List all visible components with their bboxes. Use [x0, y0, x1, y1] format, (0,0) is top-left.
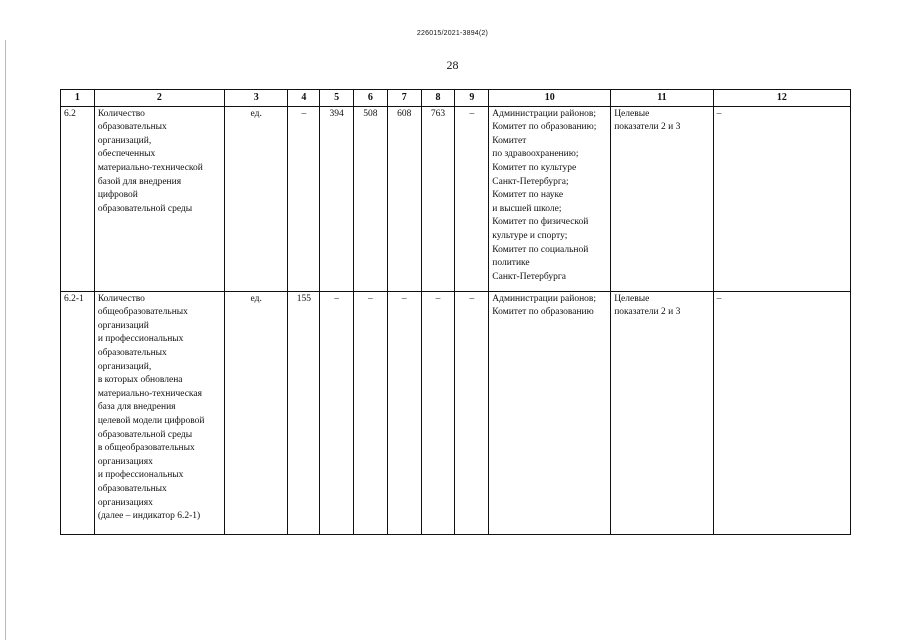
text-line: целевой модели цифровой [97, 415, 205, 426]
value-cell: 763 [421, 106, 455, 291]
column-header: 5 [320, 90, 354, 107]
text-line: показатели 2 и 3 [614, 122, 681, 133]
indicator-name [94, 106, 224, 291]
text-line: организациях [97, 497, 153, 508]
text-line: материально-технической [97, 162, 203, 173]
value-cell: – [320, 291, 354, 534]
notes-cell: – [713, 291, 850, 534]
column-header: 12 [713, 90, 850, 107]
indicator-table [60, 89, 851, 535]
indicator-number: 6.2 [61, 106, 95, 291]
text-line: культуре и спорту; [492, 230, 568, 241]
text-line: по здравоохранению; [492, 149, 579, 160]
text-line: Санкт-Петербурга; [492, 176, 569, 187]
text-line: материально-техническая [97, 388, 202, 399]
column-header: 2 [94, 90, 224, 107]
text-line: базой для внедрения [97, 176, 182, 187]
text-line: организаций, [97, 135, 152, 146]
text-line: показатели 2 и 3 [614, 307, 681, 318]
unit-cell: ед. [224, 291, 288, 534]
text-line: в общеобразовательных [97, 443, 195, 454]
column-header: 4 [288, 90, 320, 107]
notes-cell: – [713, 106, 850, 291]
text-line: Администрации районов; [492, 293, 597, 304]
document-registration-code: 226015/2021-3894(2) [416, 30, 489, 37]
text-line: Количество [97, 108, 145, 119]
target-indicators-cell [611, 106, 713, 291]
text-line: в которых обновлена [97, 375, 183, 386]
column-header: 9 [455, 90, 489, 107]
value-cell: – [288, 106, 320, 291]
text-line: организаций [97, 320, 149, 331]
text-line: и высшей школе; [492, 203, 562, 214]
text-line: Комитет по образованию; [492, 122, 597, 133]
text-line: обеспеченных [97, 149, 156, 160]
column-header: 11 [611, 90, 713, 107]
text-line: общеобразовательных [97, 307, 188, 318]
table-row [61, 291, 851, 534]
text-line: Комитет [492, 135, 527, 146]
text-line: организаций, [97, 361, 152, 372]
text-line: Санкт-Петербурга [492, 271, 566, 282]
column-header: 8 [421, 90, 455, 107]
scan-margin-line [5, 40, 6, 640]
text-line: Целевые [614, 293, 650, 304]
executors-cell [489, 291, 611, 534]
unit-cell: ед. [224, 106, 288, 291]
indicator-name [94, 291, 224, 534]
text-line: образовательной среды [97, 203, 193, 214]
column-header: 10 [489, 90, 611, 107]
value-cell: – [455, 106, 489, 291]
value-cell: – [387, 291, 421, 534]
text-line: Комитет по культуре [492, 162, 577, 173]
text-line: образовательной среды [97, 429, 193, 440]
page-number: 28 [446, 58, 459, 72]
text-line: образовательных [97, 122, 167, 133]
text-line: Целевые [614, 108, 650, 119]
value-cell: 508 [354, 106, 388, 291]
text-line: образовательных [97, 483, 167, 494]
indicator-number: 6.2-1 [61, 291, 95, 534]
value-cell: – [455, 291, 489, 534]
target-indicators-cell [611, 291, 713, 534]
text-line: Администрации районов; [492, 108, 597, 119]
text-line: (далее – индикатор 6.2-1) [97, 511, 201, 522]
value-cell: – [354, 291, 388, 534]
value-cell: 155 [288, 291, 320, 534]
text-line: Комитет по образованию [492, 307, 594, 318]
text-line: и профессиональных [97, 334, 184, 345]
table-row [61, 106, 851, 291]
table-header-row [61, 90, 851, 107]
text-line: Комитет по науке [492, 190, 564, 201]
text-line: политике [492, 258, 530, 269]
column-header: 1 [61, 90, 95, 107]
column-header: 6 [354, 90, 388, 107]
text-line: организациях [97, 456, 153, 467]
executors-cell [489, 106, 611, 291]
value-cell: 608 [387, 106, 421, 291]
text-line: Комитет по социальной [492, 244, 589, 255]
text-line: Количество [97, 293, 145, 304]
text-line: цифровой [97, 190, 138, 201]
value-cell: 394 [320, 106, 354, 291]
text-line: и профессиональных [97, 470, 184, 481]
text-line: Комитет по физической [492, 217, 589, 228]
text-line: база для внедрения [97, 402, 176, 413]
text-line: образовательных [97, 347, 167, 358]
column-header: 3 [224, 90, 288, 107]
value-cell: – [421, 291, 455, 534]
column-header: 7 [387, 90, 421, 107]
